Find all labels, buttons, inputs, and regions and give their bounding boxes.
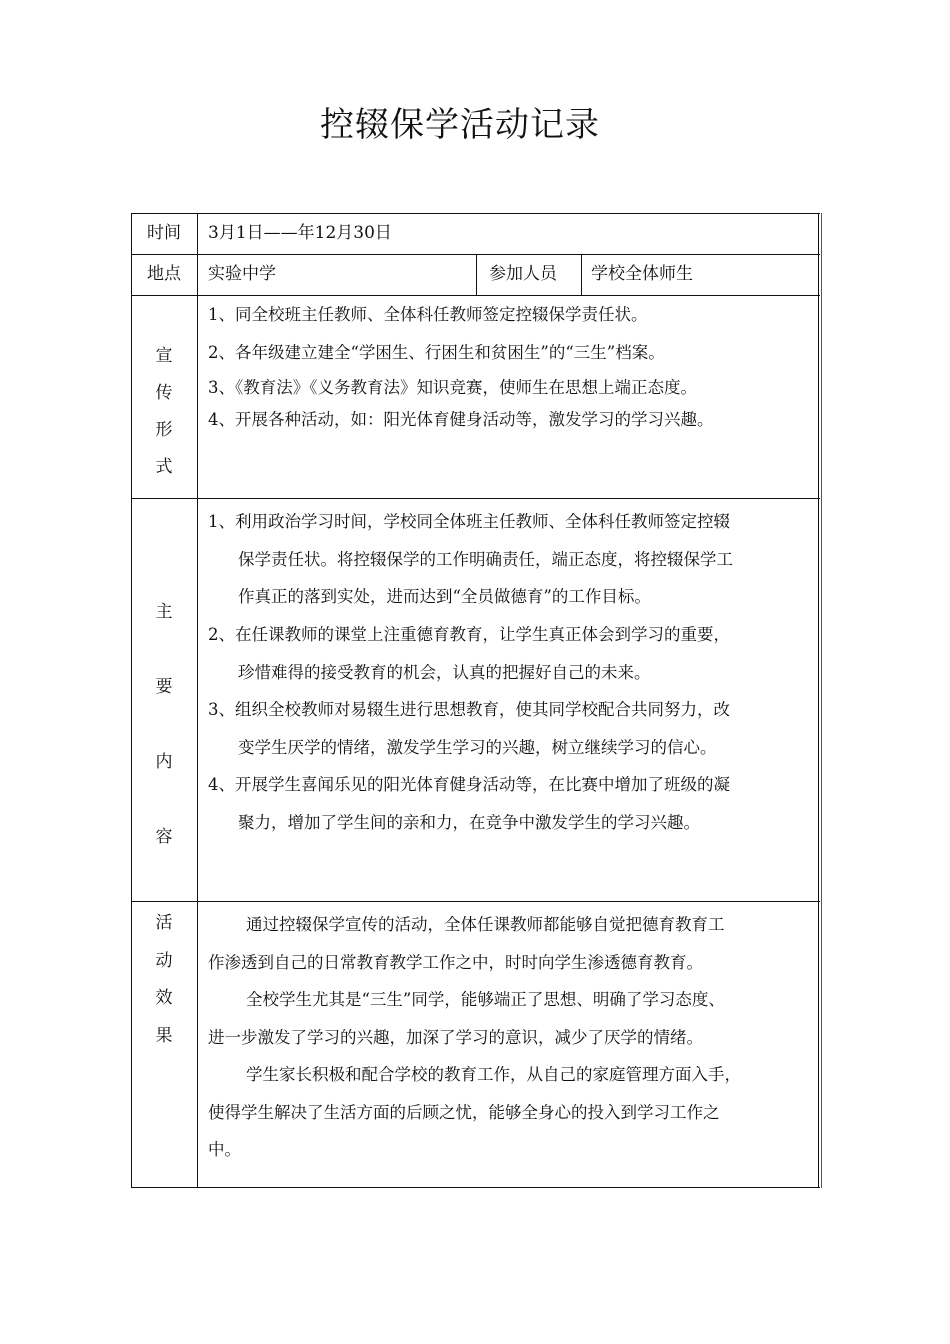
publicity-item: 2、各年级建立建全“学困生、行困生和贫困生”的“三生”档案。 bbox=[208, 343, 665, 362]
content-item: 4、开展学生喜闻乐见的阳光体育健身活动等，在比赛中增加了班级的凝 聚力，增加了学生间的亲和力，在竞争中激发学生的学习兴趣。 bbox=[208, 775, 730, 832]
place-label: 地点 bbox=[147, 264, 181, 284]
table-rule bbox=[821, 213, 822, 1188]
table-rule bbox=[131, 901, 820, 902]
participants-label: 参加人员 bbox=[489, 264, 557, 284]
main-content-label: 主 要 内 容 bbox=[155, 602, 173, 847]
effect-label: 活 动 效 果 bbox=[155, 913, 173, 1046]
table-rule bbox=[818, 213, 819, 1188]
publicity-item: 4、开展各种活动，如：阳光体育健身活动等，激发学习的学习兴趣。 bbox=[208, 410, 714, 429]
table-rule bbox=[197, 213, 198, 1188]
content-item: 3、组织全校教师对易辍生进行思想教育，使其同学校配合共同努力，改 变学生厌学的情绪，激发学生学习的兴趣，树立继续学习的信心。 bbox=[208, 700, 730, 757]
table-rule bbox=[131, 213, 820, 214]
effect-paragraph: 通过控辍保学宣传的活动，全体任课教师都能够自觉把德育教育工 作渗透到自己的日常教育教学工作之中，时时向学生渗透德育教育。 全校学生尤其是“三生”同学，能够端正了思想、明确了学习态度、 进一步激发了学习的兴趣，加深了学习的意识，减少了厌学的情绪。 学生家长积极和配合学校的教育工作，从自己的家庭管理方面入手， 使得学生解决了生活方面的后顾之忧，能够全身心的投入到学习工作之 中。 bbox=[208, 915, 741, 1159]
place-value: 实验中学 bbox=[208, 264, 276, 284]
content-item: 1、利用政治学习时间，学校同全体班主任教师、全体科任教师签定控辍 保学责任状。将控辍保学的工作明确责任，端正态度，将控辍保学工 作真正的落到实处，进而达到“全员做德育”的工作目标。 bbox=[208, 512, 733, 606]
publicity-item: 1、同全校班主任教师、全体科任教师签定控辍保学责任状。 bbox=[208, 305, 648, 324]
table-rule bbox=[131, 498, 820, 499]
publicity-label: 宣 传 形 式 bbox=[155, 346, 173, 477]
table-rule bbox=[581, 254, 582, 296]
time-label: 时间 bbox=[147, 223, 181, 243]
time-value: 3月1日——年12月30日 bbox=[208, 223, 392, 243]
participants-value: 学校全体师生 bbox=[591, 264, 693, 284]
page-title: 控辍保学活动记录 bbox=[320, 105, 600, 145]
publicity-item: 3、《教育法》《义务教育法》知识竞赛，使师生在思想上端正态度。 bbox=[208, 378, 697, 397]
table-rule bbox=[476, 254, 477, 296]
content-item: 2、在任课教师的课堂上注重德育教育，让学生真正体会到学习的重要， 珍惜难得的接受教育的机会，认真的把握好自己的未来。 bbox=[208, 625, 730, 682]
table-rule bbox=[131, 1187, 820, 1188]
